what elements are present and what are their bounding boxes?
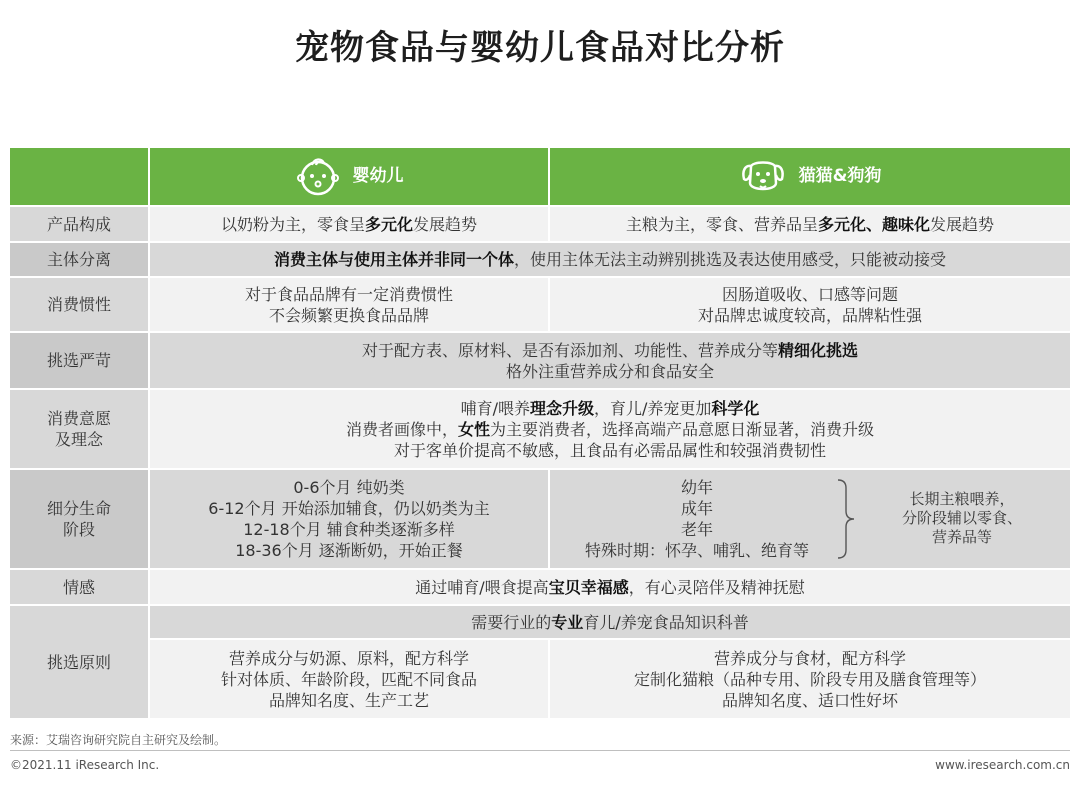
pet-cell: 因肠道吸收、口感等问题 对品牌忠诚度较高，品牌粘性强 xyxy=(550,278,1070,331)
baby-cell: 0-6个月 纯奶类 6-12个月 开始添加辅食，仍以奶类为主 12-18个月 辅食种类逐渐多样 18-36个月 逐渐断奶，开始正餐 xyxy=(150,470,548,568)
row-habit xyxy=(10,278,1070,331)
website-link[interactable]: www.iresearch.com.cn xyxy=(935,758,1070,772)
row-product xyxy=(10,207,1070,241)
baby-cell: 营养成分与奶源、原料，配方科学 针对体质、年龄阶段，匹配不同食品 品牌知名度、生产工艺 xyxy=(150,640,548,718)
pet-cell: 主粮为主，零食、营养品呈多元化、趣味化发展趋势 xyxy=(550,207,1070,241)
header-baby-cell xyxy=(150,148,548,205)
row-concept xyxy=(10,390,1070,468)
baby-cell: 以奶粉为主，零食呈多元化发展趋势 xyxy=(150,207,548,241)
row-label: 主体分离 xyxy=(10,243,148,276)
footer-divider xyxy=(10,750,1070,751)
lifecycle-note: 长期主粮喂养， 分阶段辅以零食、 营养品等 xyxy=(901,490,1022,546)
page-title: 宠物食品与婴幼儿食品对比分析 xyxy=(295,28,785,68)
row-label: 消费惯性 xyxy=(10,278,148,331)
row-label: 消费意愿 及理念 xyxy=(10,390,148,468)
row-separation xyxy=(10,243,1070,276)
table-header-row xyxy=(10,148,1070,205)
source-note: 来源：艾瑞咨询研究院自主研究及绘制。 xyxy=(10,733,227,747)
pet-cell: 幼年 成年 老年 特殊时期：怀孕、哺乳、绝育等 xyxy=(550,470,1070,568)
shared-cell: 哺育/喂养理念升级，育儿/养宠更加科学化 消费者画像中，女性为主要消费者，选择高端产品意愿日渐显著，消费升级 对于客单价提高不敏感，且食品有必需品属性和较强消费韧性 xyxy=(150,390,1070,468)
row-label: 挑选原则 xyxy=(10,606,148,718)
row-label: 挑选严苛 xyxy=(10,333,148,388)
row-strict xyxy=(10,333,1070,388)
principle-shared-cell: 需要行业的专业育儿/养宠食品知识科普 xyxy=(150,606,1070,638)
baby-cell: 对于食品品牌有一定消费惯性 不会频繁更换食品品牌 xyxy=(150,278,548,331)
shared-cell: 消费主体与使用主体并非同一个体，使用主体无法主动辨别挑选及表达使用感受，只能被动接受 xyxy=(150,243,1070,276)
row-emotion xyxy=(10,570,1070,604)
baby-face-icon xyxy=(295,157,341,197)
shared-cell: 对于配方表、原材料、是否有添加剂、功能性、营养成分等精细化挑选 格外注重营养成分和食品安全 xyxy=(150,333,1070,388)
copyright: ©2021.11 iResearch Inc. xyxy=(10,758,160,772)
header-baby-label: 婴幼儿 xyxy=(352,166,404,186)
row-lifecycle xyxy=(10,470,1070,568)
header-pet-label: 猫猫&狗狗 xyxy=(798,166,882,186)
header-pet-cell xyxy=(550,148,1070,205)
header-blank-cell xyxy=(10,148,148,205)
shared-cell: 通过哺育/喂食提高宝贝幸福感，有心灵陪伴及精神抚慰 xyxy=(150,570,1070,604)
pet-cell: 营养成分与食材，配方科学 定制化猫粮（品种专用、阶段专用及膳食管理等） 品牌知名度、适口性好坏 xyxy=(550,640,1070,718)
row-label: 细分生命 阶段 xyxy=(10,470,148,568)
dog-face-icon xyxy=(739,157,787,197)
row-label: 情感 xyxy=(10,570,148,604)
brace-icon xyxy=(836,478,858,560)
row-principle xyxy=(10,606,1070,718)
row-label: 产品构成 xyxy=(10,207,148,241)
